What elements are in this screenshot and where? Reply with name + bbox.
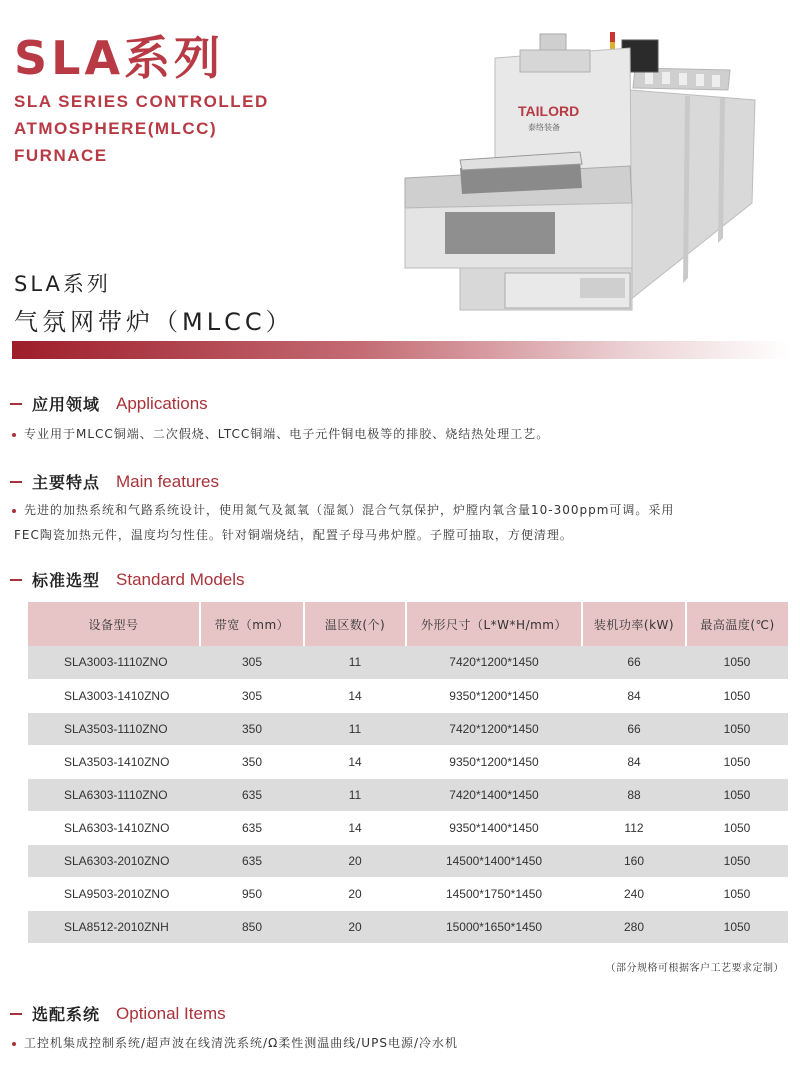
table-cell: SLA3003-1110ZNO [28,646,200,679]
table-cell: 160 [582,844,686,877]
optional-heading [10,1002,226,1025]
optional-text-content: 工控机集成控制系统/超声波在线清洗系统/Ω柔性测温曲线/UPS电源/冷水机 [24,1036,458,1050]
table-cell: 14500*1400*1450 [406,844,582,877]
heading-dash [10,579,22,581]
table-cell: 1050 [686,844,788,877]
table-cell: 1050 [686,745,788,778]
series-en-line-1: SLA SERIES CONTROLLED [14,92,269,111]
sub-title-product: 气氛网带炉（MLCC） [14,308,294,336]
features-text [12,498,792,548]
column-header: 设备型号 [28,602,200,646]
table-cell: SLA8512-2010ZNH [28,910,200,943]
table-row [28,745,788,778]
table-cell: 14500*1750*1450 [406,877,582,910]
applications-heading [10,392,208,415]
optional-title-en: Optional Items [116,1003,226,1023]
table-cell: 1050 [686,877,788,910]
table-cell: 9350*1200*1450 [406,745,582,778]
table-row [28,679,788,712]
table-note: （部分规格可根据客户工艺要求定制） [605,963,784,974]
table-cell: 7420*1400*1450 [406,778,582,811]
furnace-product-image [400,28,790,328]
models-title-zh: 标准选型 [32,571,101,590]
table-cell: 14 [304,745,406,778]
applications-text-content: 专业用于MLCC铜端、二次假烧、LTCC铜端、电子元件铜电极等的排胶、烧结热处理工艺。 [24,427,550,441]
table-cell: 20 [304,877,406,910]
table-cell: 1050 [686,811,788,844]
table-cell: 1050 [686,712,788,745]
table-cell: SLA3003-1410ZNO [28,679,200,712]
table-cell: 1050 [686,679,788,712]
series-en-line-2: ATMOSPHERE(MLCC) [14,119,218,138]
applications-title-en: Applications [116,393,208,413]
heading-dash [10,1013,22,1015]
table-cell: 15000*1650*1450 [406,910,582,943]
series-title: SLA系列 [14,31,225,85]
table-cell: 240 [582,877,686,910]
features-line-1: 先进的加热系统和气路系统设计，使用氮气及氮氧（湿氮）混合气氛保护，炉膛内氧含量10-300ppm可调。采用 [24,503,675,517]
table-cell: 350 [200,745,304,778]
table-row [28,877,788,910]
table-row [28,712,788,745]
table-cell: SLA9503-2010ZNO [28,877,200,910]
table-cell: SLA3503-1110ZNO [28,712,200,745]
bullet-dot [12,433,16,437]
table-row [28,646,788,679]
table-cell: 11 [304,646,406,679]
table-header-row [28,602,788,646]
heading-dash [10,403,22,405]
table-cell: 84 [582,679,686,712]
table-cell: 7420*1200*1450 [406,712,582,745]
table-cell: 20 [304,910,406,943]
table-cell: SLA6303-1410ZNO [28,811,200,844]
table-cell: 635 [200,778,304,811]
table-cell: 1050 [686,778,788,811]
column-header: 外形尺寸（L*W*H/mm） [406,602,582,646]
table-cell: 850 [200,910,304,943]
table-cell: 112 [582,811,686,844]
table-cell: 66 [582,646,686,679]
models-title-en: Standard Models [116,569,245,589]
column-header: 最高温度(℃) [686,602,788,646]
column-header: 带宽（mm） [200,602,304,646]
features-heading [10,470,219,493]
table-cell: 305 [200,679,304,712]
table-cell: 84 [582,745,686,778]
table-cell: SLA3503-1410ZNO [28,745,200,778]
table-row [28,778,788,811]
table-cell: 11 [304,778,406,811]
table-row [28,844,788,877]
table-cell: 305 [200,646,304,679]
table-cell: 9350*1200*1450 [406,679,582,712]
applications-text [12,422,549,447]
table-cell: 20 [304,844,406,877]
table-cell: 1050 [686,910,788,943]
table-row [28,910,788,943]
table-cell: 7420*1200*1450 [406,646,582,679]
table-cell: 350 [200,712,304,745]
hero-section [0,0,800,345]
features-title-zh: 主要特点 [32,473,101,492]
optional-title-zh: 选配系统 [32,1005,101,1024]
brand-logo-zh: 泰络装备 [528,123,560,132]
series-en-line-3: FURNACE [14,146,108,165]
table-cell: 1050 [686,646,788,679]
models-table [28,602,788,944]
table-cell: 11 [304,712,406,745]
applications-title-zh: 应用领域 [32,395,101,414]
table-cell: 9350*1400*1450 [406,811,582,844]
table-cell: 635 [200,811,304,844]
table-cell: 950 [200,877,304,910]
features-title-en: Main features [116,471,220,491]
table-cell: SLA6303-1110ZNO [28,778,200,811]
table-cell: 280 [582,910,686,943]
features-line-2: FEC陶瓷加热元件，温度均匀性佳。针对铜端烧结，配置子母马弗炉膛。子膛可抽取，方便清理。 [14,528,573,542]
models-heading [10,568,245,591]
table-cell: 88 [582,778,686,811]
table-cell: 635 [200,844,304,877]
series-english-title [14,88,269,169]
column-header: 装机功率(kW) [582,602,686,646]
bullet-dot [12,1042,16,1046]
title-gradient-bar [12,341,790,359]
heading-dash [10,481,22,483]
bullet-dot [12,509,16,513]
sub-title-series: SLA系列 [14,272,111,296]
table-cell: 14 [304,811,406,844]
table-cell: 66 [582,712,686,745]
table-cell: SLA6303-2010ZNO [28,844,200,877]
column-header: 温区数(个) [304,602,406,646]
table-cell: 14 [304,679,406,712]
optional-text [12,1031,458,1056]
brand-logo: TAILORD [518,103,580,119]
table-row [28,811,788,844]
